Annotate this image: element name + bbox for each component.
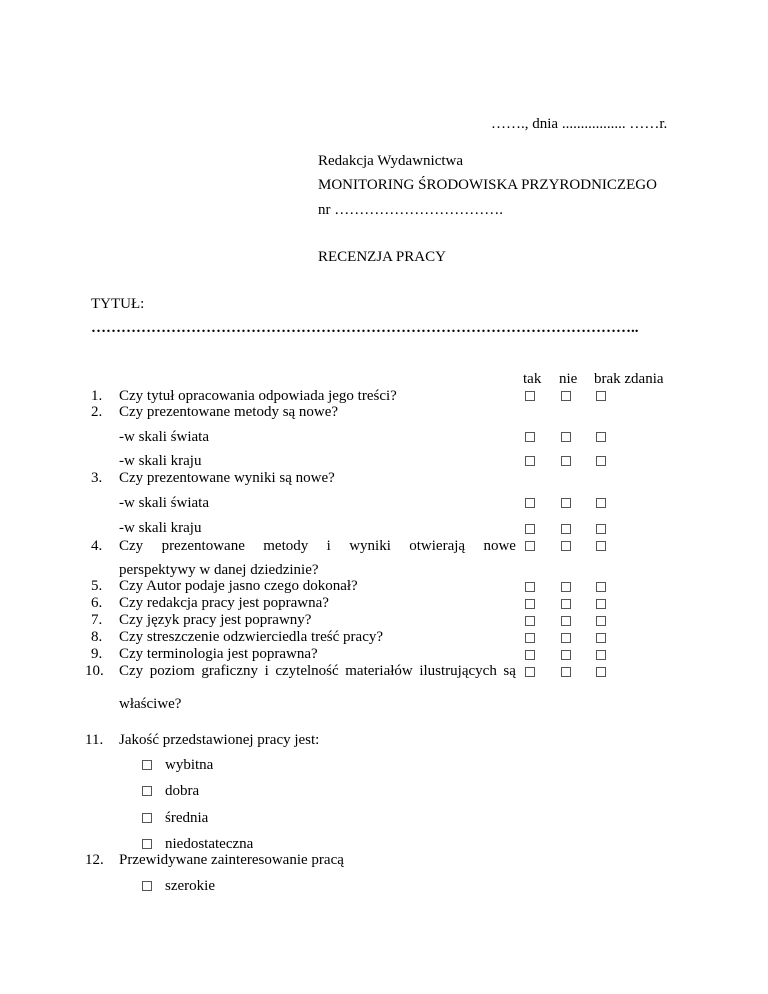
checkbox-yes[interactable] <box>525 524 535 534</box>
checkbox-no[interactable] <box>561 633 571 643</box>
question-text-continuation: właściwe? <box>119 696 182 712</box>
checkbox-no-opinion[interactable] <box>596 456 606 466</box>
question-number: 8. <box>91 629 103 645</box>
question-word: prezentowane <box>161 538 245 554</box>
option-label: niedostateczna <box>165 836 254 852</box>
title-dots: ……………………………………………………………………………………………….. <box>91 320 639 336</box>
checkbox-no[interactable] <box>561 541 571 551</box>
question-number: 3. <box>91 470 103 486</box>
checkbox-no-opinion[interactable] <box>596 391 606 401</box>
column-no-opinion: brak zdania <box>594 371 664 387</box>
document-title: RECENZJA PRACY <box>318 249 446 265</box>
checkbox-yes[interactable] <box>525 650 535 660</box>
question-word: poziom <box>149 663 195 679</box>
option-label: wybitna <box>165 757 214 773</box>
checkbox-no-opinion[interactable] <box>596 582 606 592</box>
checkbox-yes[interactable] <box>525 599 535 609</box>
question-word: i <box>264 663 269 679</box>
question-number: 6. <box>91 595 103 611</box>
checkbox-no-opinion[interactable] <box>596 599 606 609</box>
question-word: Czy <box>119 538 144 554</box>
question-word: i <box>326 538 331 554</box>
checkbox-no[interactable] <box>561 616 571 626</box>
option-label: średnia <box>165 810 209 826</box>
question-word: metody <box>263 538 309 554</box>
title-label: TYTUŁ: <box>91 296 145 312</box>
checkbox-no[interactable] <box>561 650 571 660</box>
question-text: Czy język pracy jest poprawny? <box>119 612 312 628</box>
checkbox-option[interactable] <box>142 760 152 770</box>
question-text: Przewidywane zainteresowanie pracą <box>119 852 344 868</box>
question-text: Jakość przedstawionej pracy jest: <box>119 732 320 748</box>
checkbox-no-opinion[interactable] <box>596 667 606 677</box>
checkbox-no[interactable] <box>561 432 571 442</box>
option-label: dobra <box>165 783 200 799</box>
question-word: nowe <box>483 538 516 554</box>
question-number: 11. <box>85 732 104 748</box>
checkbox-option[interactable] <box>142 881 152 891</box>
checkbox-no-opinion[interactable] <box>596 524 606 534</box>
checkbox-yes[interactable] <box>525 582 535 592</box>
checkbox-yes[interactable] <box>525 541 535 551</box>
question-word: Czy <box>119 663 144 679</box>
question-number: 5. <box>91 578 103 594</box>
checkbox-yes[interactable] <box>525 456 535 466</box>
question-number: 1. <box>91 388 103 404</box>
question-text: Czy streszczenie odzwierciedla treść pracy? <box>119 629 384 645</box>
question-text <box>119 537 516 555</box>
question-text-continuation: perspektywy w danej dziedzinie? <box>119 562 319 578</box>
question-word: otwierają <box>409 538 466 554</box>
question-text <box>119 662 516 680</box>
question-number: 7. <box>91 612 103 628</box>
checkbox-no-opinion[interactable] <box>596 432 606 442</box>
sub-question-world: -w skali świata <box>119 495 209 511</box>
checkbox-option[interactable] <box>142 839 152 849</box>
checkbox-yes[interactable] <box>525 498 535 508</box>
question-word: są <box>503 663 516 679</box>
checkbox-option[interactable] <box>142 813 152 823</box>
checkbox-no[interactable] <box>561 667 571 677</box>
checkbox-no[interactable] <box>561 599 571 609</box>
question-text: Czy Autor podaje jasno czego dokonał? <box>119 578 358 594</box>
sub-question-world: -w skali świata <box>119 429 209 445</box>
checkbox-no[interactable] <box>561 391 571 401</box>
question-number: 10. <box>85 663 104 679</box>
question-word: wyniki <box>349 538 391 554</box>
checkbox-no[interactable] <box>561 498 571 508</box>
checkbox-no-opinion[interactable] <box>596 650 606 660</box>
checkbox-no-opinion[interactable] <box>596 498 606 508</box>
journal-number: nr ……………………………. <box>318 202 503 218</box>
question-word: materiałów <box>345 663 413 679</box>
question-word: czytelność <box>275 663 339 679</box>
column-no: nie <box>559 371 578 387</box>
checkbox-no[interactable] <box>561 524 571 534</box>
checkbox-yes[interactable] <box>525 633 535 643</box>
journal-name: MONITORING ŚRODOWISKA PRZYRODNICZEGO <box>318 177 657 193</box>
column-yes: tak <box>523 371 542 387</box>
question-word: graficzny <box>201 663 258 679</box>
question-text: Czy terminologia jest poprawna? <box>119 646 318 662</box>
checkbox-yes[interactable] <box>525 432 535 442</box>
date-line: ……., dnia ................. ……r. <box>491 116 668 132</box>
question-text: Czy prezentowane wyniki są nowe? <box>119 470 335 486</box>
checkbox-no-opinion[interactable] <box>596 541 606 551</box>
checkbox-yes[interactable] <box>525 391 535 401</box>
question-text: Czy tytuł opracowania odpowiada jego treści? <box>119 388 397 404</box>
checkbox-yes[interactable] <box>525 616 535 626</box>
sub-question-country: -w skali kraju <box>119 520 202 536</box>
checkbox-no-opinion[interactable] <box>596 616 606 626</box>
question-number: 4. <box>91 538 103 554</box>
checkbox-option[interactable] <box>142 786 152 796</box>
checkbox-no[interactable] <box>561 456 571 466</box>
question-number: 12. <box>85 852 104 868</box>
checkbox-no-opinion[interactable] <box>596 633 606 643</box>
addressee: Redakcja Wydawnictwa <box>318 153 464 169</box>
question-word: ilustrujących <box>419 663 497 679</box>
question-text: Czy prezentowane metody są nowe? <box>119 404 339 420</box>
checkbox-no[interactable] <box>561 582 571 592</box>
question-number: 2. <box>91 404 103 420</box>
sub-question-country: -w skali kraju <box>119 453 202 469</box>
question-text: Czy redakcja pracy jest poprawna? <box>119 595 329 611</box>
option-label: szerokie <box>165 878 215 894</box>
checkbox-yes[interactable] <box>525 667 535 677</box>
question-number: 9. <box>91 646 103 662</box>
